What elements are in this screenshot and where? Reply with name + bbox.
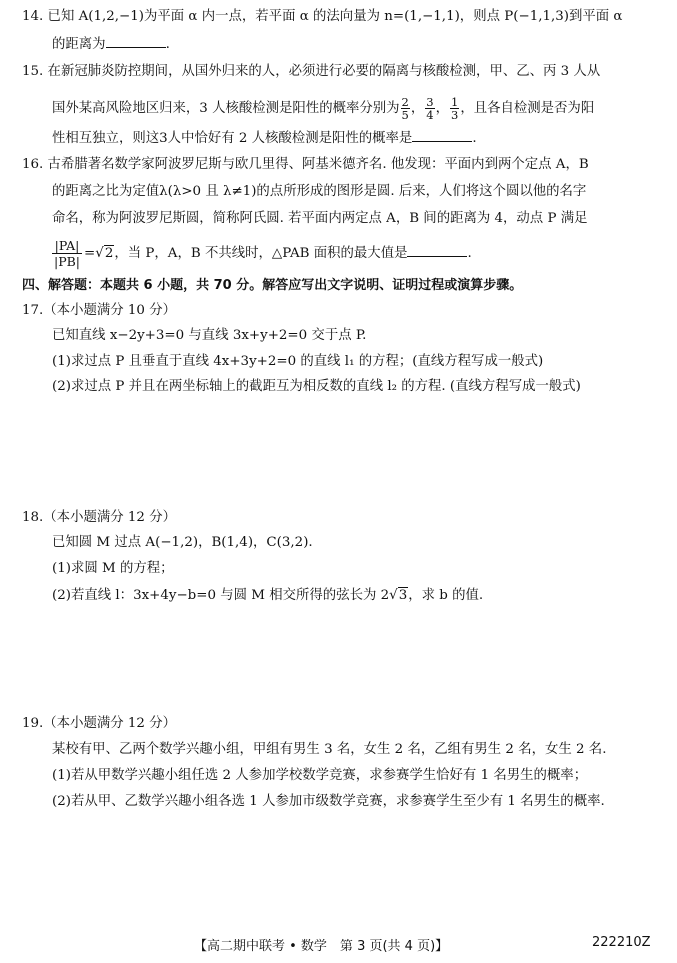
- fraction-1-3: $\frac{1}{3}$: [450, 95, 459, 122]
- sqrt-2: √2: [95, 246, 114, 261]
- footer-page-info: 【高二期中联考 • 数学 第 3 页(共 4 页)】: [194, 939, 449, 954]
- q19-title: 19.（本小题满分 12 分）: [22, 716, 176, 731]
- q16-line4: $\frac{|PA|}{|PB|}$ =√2，当 P，A，B 不共线时，△PAB 面积的最大值是 .: [54, 238, 472, 269]
- answer-blank: [106, 35, 166, 48]
- fraction-3-4: $\frac{3}{4}$: [426, 95, 434, 122]
- sqrt-3: √3: [389, 588, 408, 603]
- q14-end: .: [165, 37, 170, 52]
- q18-line3: (2)若直线 l：3x+4y−b=0 与圆 M 相交所得的弦长为 2√3，求 b 的值.: [52, 588, 484, 603]
- q18-line2: (1)求圆 M 的方程；: [52, 561, 174, 576]
- q17-title: 17.（本小题满分 10 分）: [22, 303, 176, 318]
- q16-line2: 的距离之比为定值λ(λ>0 且 λ≠1)的点所形成的图形是圆. 后来，人们将这个圆以他的名字: [52, 184, 587, 199]
- fraction-pa-pb: $\frac{|PA|}{|PB|}$: [54, 238, 81, 269]
- q15-line1: 15. 在新冠肺炎防控期间，从国外归来的人，必须进行必要的隔离与核酸检测，甲、乙、丙 3 人从: [22, 64, 601, 79]
- q15-line2: 国外某高风险地区归来，3 人核酸检测是阳性的概率分别为 $\frac{2}{5}$ ， $\frac{3}{4}$ ， $\frac{1}{3}$ ，且各自检测是否为阳: [52, 95, 595, 122]
- q16-line3: 命名，称为阿波罗尼斯圆，简称阿氏圆. 若平面内两定点 A，B 间的距离为 4，动点 P 满足: [52, 211, 588, 226]
- q19-line2: (1)若从甲数学兴趣小组任选 2 人参加学校数学竞赛，求参赛学生恰好有 1 名男生的概率；: [52, 768, 588, 783]
- footer-code: 222210Z: [592, 935, 651, 950]
- q18-title: 18.（本小题满分 12 分）: [22, 510, 176, 525]
- q14-line1: 14. 已知 A(1,2,−1)为平面 α 内一点，若平面 α 的法向量为 n=(1,−1,1)，则点 P(−1,1,3)到平面 α: [22, 9, 623, 24]
- q14-text: 的距离为: [52, 37, 106, 52]
- q17-line1: 已知直线 x−2y+3=0 与直线 3x+y+2=0 交于点 P.: [52, 328, 367, 343]
- section-heading: 四、解答题：本题共 6 小题，共 70 分。解答应写出文字说明、证明过程或演算步骤。: [22, 278, 523, 293]
- q17-line2: (1)求过点 P 且垂直于直线 4x+3y+2=0 的直线 l₁ 的方程；(直线方程写成一般式): [52, 354, 544, 369]
- q19-line3: (2)若从甲、乙数学兴趣小组各选 1 人参加市级数学竞赛，求参赛学生至少有 1 名男生的概率.: [52, 794, 605, 809]
- q15-text: 国外某高风险地区归来，3 人核酸检测是阳性的概率分别为: [52, 101, 400, 116]
- q19-line1: 某校有甲、乙两个数学兴趣小组，甲组有男生 3 名，女生 2 名，乙组有男生 2 名，女生 2 名.: [52, 742, 607, 757]
- fraction-2-5: $\frac{2}{5}$: [401, 95, 409, 122]
- q17-line3: (2)求过点 P 并且在两坐标轴上的截距互为相反数的直线 l₂ 的方程. (直线方程写成一般式): [52, 379, 581, 394]
- q16-line1: 16. 古希腊著名数学家阿波罗尼斯与欧几里得、阿基米德齐名. 他发现：平面内到两个定点 A，B: [22, 157, 589, 172]
- q14-line2: [52, 35, 170, 54]
- answer-blank: [407, 244, 467, 257]
- q15-line3: 性相互独立，则这3人中恰好有 2 人核酸检测是阳性的概率是 .: [52, 131, 477, 146]
- q18-line1: 已知圆 M 过点 A(−1,2)，B(1,4)，C(3,2).: [52, 535, 313, 550]
- answer-blank: [412, 129, 472, 142]
